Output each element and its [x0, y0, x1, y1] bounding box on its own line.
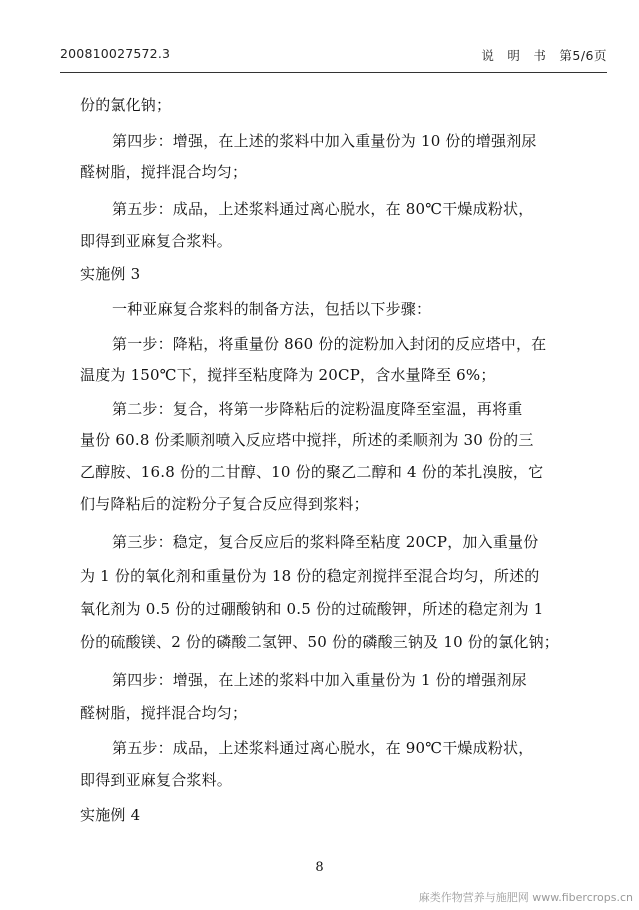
text-line: 第五步：成品，上述浆料通过离心脱水，在 90℃干燥成粉状， [112, 739, 534, 757]
text-line: 量份 60.8 份柔顺剂喷入反应塔中搅拌，所述的柔顺剂为 30 份的三 [80, 431, 534, 449]
section-heading: 实施例 4 [80, 806, 141, 824]
text-line: 第四步：增强，在上述的浆料中加入重量份为 10 份的增强剂尿 [112, 132, 537, 150]
text-line: 一种亚麻复合浆料的制备方法，包括以下步骤： [112, 300, 432, 318]
page-header [60, 46, 607, 68]
text-line: 即得到亚麻复合浆料。 [80, 771, 233, 789]
section-heading: 实施例 3 [80, 265, 141, 283]
text-line: 份的氯化钠； [80, 96, 172, 114]
page-number: 8 [315, 860, 324, 875]
text-line: 乙醇胺、16.8 份的二甘醇、10 份的聚乙二醇和 4 份的苯扎溴胺，它 [80, 463, 544, 481]
text-line: 即得到亚麻复合浆料。 [80, 232, 233, 250]
text-line: 第四步：增强，在上述的浆料中加入重量份为 1 份的增强剂尿 [112, 671, 527, 689]
header-divider [60, 72, 607, 73]
text-line: 第一步：降粘，将重量份 860 份的淀粉加入封闭的反应塔中，在 [112, 335, 547, 353]
text-line: 为 1 份的氧化剂和重量份为 18 份的稳定剂搅拌至混合均匀，所述的 [80, 567, 540, 585]
text-line: 第三步：稳定，复合反应后的浆料降至粘度 20CP，加入重量份 [112, 533, 539, 551]
text-line: 醛树脂，搅拌混合均匀； [80, 704, 248, 722]
patent-application-number: 200810027572.3 [60, 46, 171, 61]
text-line: 醛树脂，搅拌混合均匀； [80, 163, 248, 181]
text-line: 氧化剂为 0.5 份的过硼酸钠和 0.5 份的过硫酸钾，所述的稳定剂为 1 [80, 600, 544, 618]
text-line: 第二步：复合，将第一步降粘后的淀粉温度降至室温，再将重 [112, 400, 523, 418]
text-line: 第五步：成品，上述浆料通过离心脱水，在 80℃干燥成粉状， [112, 200, 534, 218]
text-line: 们与降粘后的淀粉分子复合反应得到浆料； [80, 495, 369, 513]
document-title-and-page: 说 明 书 第5/6页 [481, 48, 607, 63]
text-line: 温度为 150℃下，搅拌至粘度降为 20CP，含水量降至 6%； [80, 366, 496, 384]
text-line: 份的硫酸镁、2 份的磷酸二氢钾、50 份的磷酸三钠及 10 份的氯化钠； [80, 633, 559, 651]
site-watermark: 麻类作物营养与施肥网 www.fibercrops.cn [418, 891, 633, 904]
